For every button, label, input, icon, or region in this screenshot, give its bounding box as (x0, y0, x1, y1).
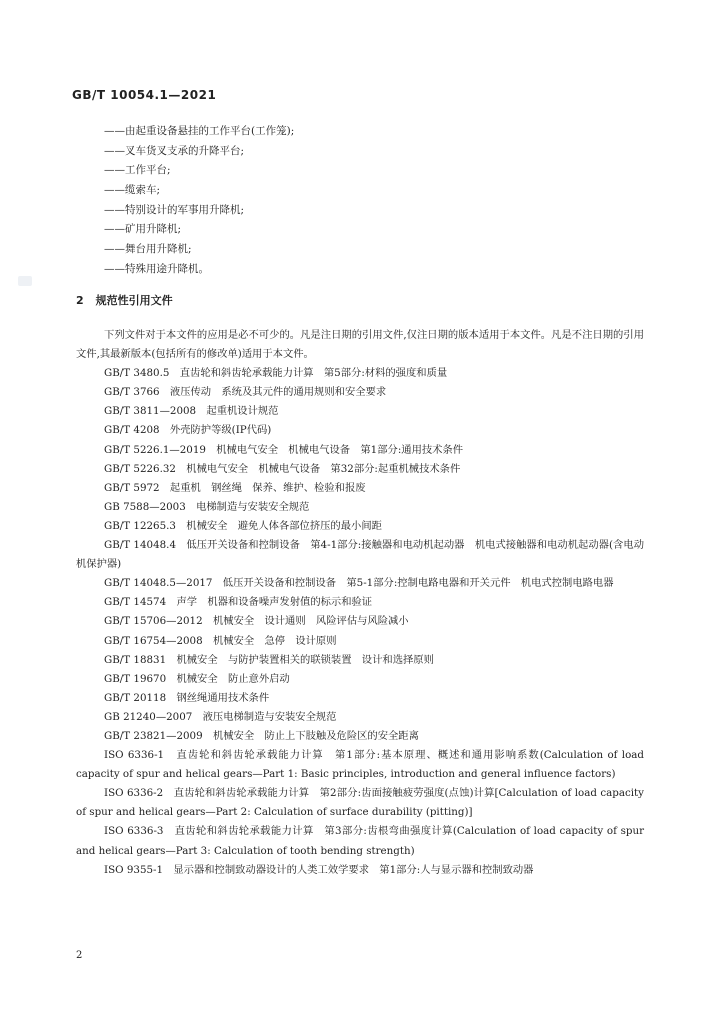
reference-entry: GB 7588—2003 电梯制造与安装安全规范 (104, 500, 310, 513)
reference-entry: GB/T 5226.32 机械电气安全 机械电气设备 第32部分:起重机械技术条件 (104, 462, 461, 475)
reference-entry: GB/T 3766 液压传动 系统及其元件的通用规则和安全要求 (104, 386, 387, 399)
reference-entry: GB/T 12265.3 机械安全 避免人体各部位挤压的最小间距 (104, 519, 382, 532)
list-item: ——矿用升降机; (104, 223, 182, 236)
section-number: 2 (76, 294, 84, 307)
list-item: ——由起重设备悬挂的工作平台(工作笼); (104, 125, 295, 137)
reference-entry: ISO 9355-1 显示器和控制致动器设计的人类工效学要求 第1部分:人与显示器和控制致动器 (104, 863, 534, 876)
reference-entry: GB/T 3480.5 直齿轮和斜齿轮承载能力计算 第5部分:材料的强度和质量 (104, 367, 448, 380)
list-item: ——舞台用升降机; (104, 243, 192, 256)
reference-entry: GB/T 23821—2009 机械安全 防止上下肢触及危险区的安全距离 (104, 729, 419, 742)
reference-entry: ISO 6336-2 直齿轮和斜齿轮承载能力计算 第2部分:齿面接触疲劳强度(点蚀)计算[Calculation of load capacity of spur and helical gears—Part 2: Calculation of surface durability (pitting)] (76, 787, 644, 819)
section-heading (76, 292, 173, 308)
reference-entry: GB/T 14048.4 低压开关设备和控制设备 第4-1部分:接触器和电动机起动器 机电式接触器和电动机起动器(含电动机保护器) (76, 539, 644, 571)
reference-entry: GB/T 14048.5—2017 低压开关设备和控制设备 第5-1部分:控制电路电器和开关元件 机电式控制电路电器 (104, 577, 614, 590)
reference-entry: GB/T 4208 外壳防护等级(IP代码) (104, 424, 272, 437)
reference-entry: GB/T 18831 机械安全 与防护装置相关的联锁装置 设计和选择原则 (104, 653, 434, 666)
reference-entry: GB/T 20118 钢丝绳通用技术条件 (104, 691, 270, 704)
reference-entry: GB/T 16754—2008 机械安全 急停 设计原则 (104, 634, 337, 647)
reference-entry: GB/T 15706—2012 机械安全 设计通则 风险评估与风险减小 (104, 615, 409, 628)
reference-entry: GB/T 5972 起重机 钢丝绳 保养、维护、检验和报废 (104, 481, 366, 494)
reference-entry: GB/T 14574 声学 机器和设备噪声发射值的标示和验证 (104, 596, 373, 609)
standard-code-header: GB/T 10054.1—2021 (72, 88, 217, 102)
reference-entry: GB 21240—2007 液压电梯制造与安装安全规范 (104, 710, 337, 723)
list-item: ——特殊用途升降机。 (104, 262, 209, 275)
normative-references-body (76, 326, 644, 880)
reference-entry: GB/T 5226.1—2019 机械电气安全 机械电气设备 第1部分:通用技术条件 (104, 443, 464, 456)
list-item: ——缆索车; (104, 184, 161, 197)
list-item: ——特别设计的军事用升降机; (104, 203, 245, 216)
list-item: ——工作平台; (104, 164, 171, 177)
list-item: ——叉车货叉支承的升降平台; (104, 144, 245, 157)
page-number: 2 (76, 950, 83, 961)
intro-paragraph: 下列文件对于本文件的应用是必不可少的。凡是注日期的引用文件,仅注日期的版本适用于本文件。凡是不注日期的引用文件,其最新版本(包括所有的修改单)适用于本文件。 (76, 329, 644, 361)
reference-entry: ISO 6336-3 直齿轮和斜齿轮承载能力计算 第3部分:齿根弯曲强度计算(Calculation of load capacity of spur and helical gears—Part 3: Calculation of tooth bending strength) (76, 825, 644, 857)
reference-entry: GB/T 19670 机械安全 防止意外启动 (104, 672, 290, 685)
reference-entry: ISO 6336-1 直齿轮和斜齿轮承载能力计算 第1部分:基本原理、概述和通用影响系数(Calculation of load capacity of spur and helical gears—Part 1: Basic principles, introduction and general influence factors) (76, 749, 644, 781)
scope-exclusion-list (104, 122, 294, 280)
reference-entry: GB/T 3811—2008 起重机设计规范 (104, 405, 279, 418)
margin-watermark (18, 276, 32, 286)
section-title: 规范性引用文件 (95, 294, 173, 307)
